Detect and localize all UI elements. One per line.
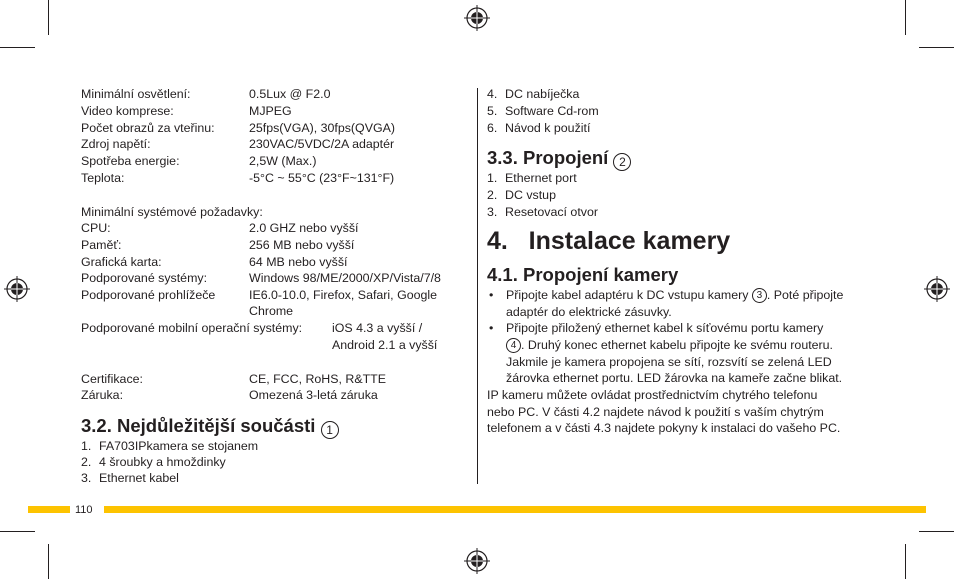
registration-mark-icon (4, 276, 30, 302)
spec-label: Minimální osvětlení: (81, 87, 191, 101)
crop-mark (919, 531, 954, 532)
bullet-line (506, 337, 833, 354)
list-text: DC vstup (505, 188, 556, 202)
section-title: 3.3. Propojení (487, 147, 609, 168)
sysreq-value: Chrome (249, 304, 294, 318)
sysreq-value: Windows 98/ME/2000/XP/Vista/7/8 (249, 271, 441, 285)
spec-label: Počet obrazů za vteřinu: (81, 121, 215, 135)
bullet-icon: • (489, 321, 494, 335)
cert-label: Záruka: (81, 388, 124, 402)
bullet-text: adaptér do elektrické zásuvky. (506, 305, 672, 319)
sysreq-heading: Minimální systémové požadavky: (81, 205, 263, 219)
spec-value: 230VAC/5VDC/2A adaptér (249, 137, 395, 151)
list-item (487, 204, 598, 221)
bullet-text: . Poté připojte (766, 288, 844, 302)
spec-value: 25fps(VGA), 30fps(QVGA) (249, 121, 395, 135)
spec-label: Zdroj napětí: (81, 137, 151, 151)
sysreq-value: 256 MB nebo vyšší (249, 238, 355, 252)
footer-bar-left (28, 506, 70, 513)
section-heading-3-2 (81, 415, 339, 439)
column-divider (477, 88, 478, 484)
bullet-text: Připojte kabel adaptéru k DC vstupu kamery (506, 288, 749, 302)
footer-bar-right (104, 506, 926, 513)
bullet-text: Jakmile je kamera propojena se sítí, rozsvítí se zelená LED (506, 355, 832, 369)
bullet-text: . Druhý konec ethernet kabelu připojte ke svému routeru. (521, 338, 833, 352)
list-item (487, 187, 556, 204)
list-text: Software Cd-rom (505, 104, 599, 118)
bullet-line (506, 287, 843, 304)
callout-number-icon: 2 (613, 153, 631, 171)
sysreq-value: 2.0 GHZ nebo vyšší (249, 221, 359, 235)
section-heading-3-3 (487, 147, 631, 171)
list-item (81, 454, 226, 471)
list-text: FA703IPkamera se stojanem (99, 439, 259, 453)
spec-label: Teplota: (81, 171, 125, 185)
list-number: 5. (487, 104, 498, 118)
cert-label: Certifikace: (81, 372, 143, 386)
list-text: Ethernet port (505, 171, 577, 185)
list-number: 2. (487, 188, 498, 202)
section-heading-4-1: 4.1. Propojení kamery (487, 264, 679, 285)
list-number: 3. (487, 205, 498, 219)
list-number: 6. (487, 121, 498, 135)
sysreq-label: Podporované systémy: (81, 271, 208, 285)
paragraph-line: IP kameru můžete ovládat prostřednictvím chytrého telefonu (487, 388, 818, 402)
list-item (487, 86, 579, 103)
list-item (487, 170, 577, 187)
sysreq-value: 64 MB nebo vyšší (249, 255, 348, 269)
sysreq-label: Paměť: (81, 238, 122, 252)
sysreq-label: Grafická karta: (81, 255, 162, 269)
registration-mark-icon (924, 276, 950, 302)
list-item (81, 438, 258, 455)
crop-mark (48, 544, 49, 579)
list-text: Ethernet kabel (99, 471, 179, 485)
section-title: 3.2. Nejdůležitější součásti (81, 415, 316, 436)
list-text: Návod k použití (505, 121, 591, 135)
chapter-heading-4: 4. Instalace kamery (487, 227, 731, 255)
spec-value: -5°C ~ 55°C (23°F~131°F) (249, 171, 395, 185)
list-text: Resetovací otvor (505, 205, 598, 219)
list-number: 2. (81, 455, 92, 469)
paragraph-line: telefonem a v části 4.3 najdete pokyny k instalaci do vašeho PC. (487, 421, 841, 435)
crop-mark (0, 531, 35, 532)
list-number: 1. (487, 171, 498, 185)
list-number: 4. (487, 87, 498, 101)
page-number: 110 (75, 504, 93, 516)
list-number: 3. (81, 471, 92, 485)
callout-number-icon: 4 (506, 338, 521, 353)
sysreq-label: Podporované prohlížeče (81, 288, 216, 302)
mobile-os-label: Podporované mobilní operační systémy: (81, 321, 303, 335)
sysreq-label: CPU: (81, 221, 111, 235)
paragraph-line: nebo PC. V části 4.2 najdete návod k použití s vaším chytrým (487, 405, 824, 419)
list-number: 1. (81, 439, 92, 453)
mobile-os-value: iOS 4.3 a vyšší / (332, 321, 423, 335)
callout-number-icon: 3 (752, 288, 767, 303)
crop-mark (0, 47, 35, 48)
crop-mark (919, 47, 954, 48)
bullet-text: Připojte přiložený ethernet kabel k síťovému portu kamery (506, 321, 824, 335)
registration-mark-icon (464, 5, 490, 31)
crop-mark (905, 544, 906, 579)
spec-value: 0.5Lux @ F2.0 (249, 87, 331, 101)
cert-value: Omezená 3-letá záruka (249, 388, 378, 402)
list-item (487, 103, 599, 120)
sysreq-value: IE6.0-10.0, Firefox, Safari, Google (249, 288, 438, 302)
spec-label: Spotřeba energie: (81, 154, 180, 168)
list-item (81, 470, 179, 487)
list-item (487, 120, 590, 137)
callout-number-icon: 1 (321, 421, 339, 439)
registration-mark-icon (464, 548, 490, 574)
crop-mark (905, 0, 906, 35)
mobile-os-value: Android 2.1 a vyšší (332, 338, 438, 352)
cert-value: CE, FCC, RoHS, R&TTE (249, 372, 386, 386)
spec-label: Video komprese: (81, 104, 174, 118)
bullet-text: žárovka ethernet portu. LED žárovka na kameře začne blikat. (506, 371, 843, 385)
list-text: DC nabíječka (505, 87, 580, 101)
list-text: 4 šroubky a hmoždinky (99, 455, 226, 469)
spec-value: MJPEG (249, 104, 292, 118)
bullet-icon: • (489, 288, 494, 302)
spec-value: 2,5W (Max.) (249, 154, 317, 168)
crop-mark (48, 0, 49, 35)
